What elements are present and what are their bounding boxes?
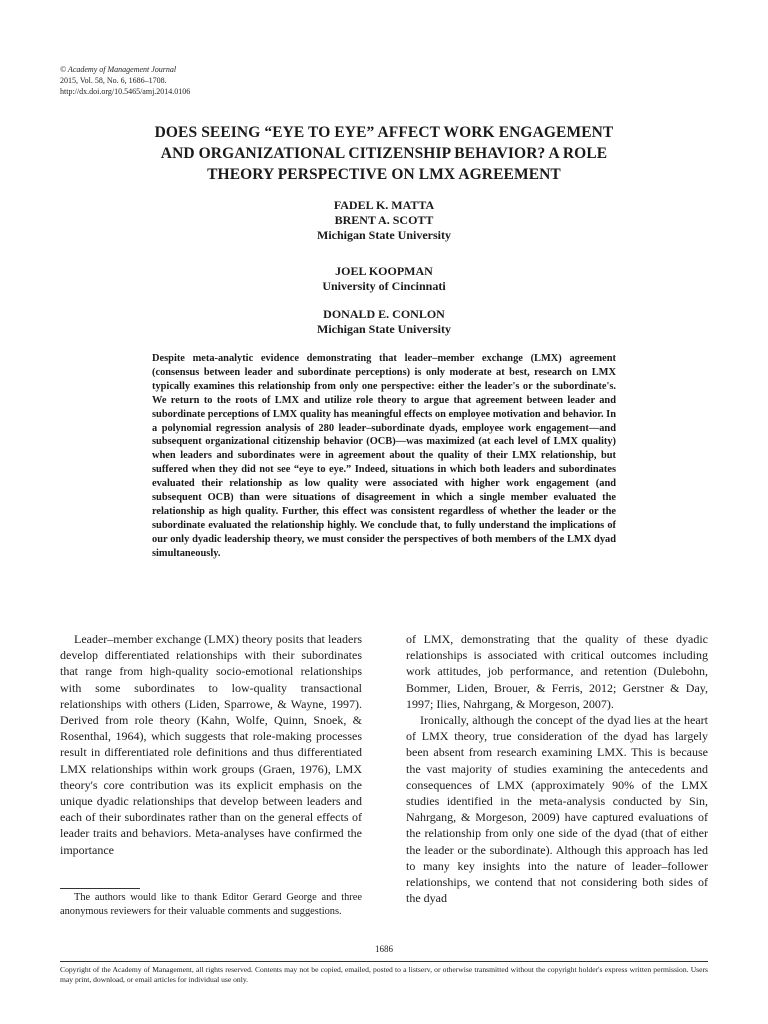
author-group-3 [184, 307, 584, 337]
author-affiliation: Michigan State University [317, 322, 451, 336]
copyright-notice: Copyright of the Academy of Management, all rights reserved. Contents may not be copied, emailed, posted to a listserv, or otherwise transmitted without the copyright holder's express written permission. Users may print, download, or email articles for individual use only. [60, 965, 708, 984]
title-line-2: AND ORGANIZATIONAL CITIZENSHIP BEHAVIOR? A ROLE [160, 145, 608, 162]
abstract: Despite meta-analytic evidence demonstrating that leader–member exchange (LMX) agreement (consensus between leader and subordinate perceptions) is only moderate at best, research on LMX typically examines this relationship from only one perspective: either the leader's or the subordinate's. We return to the roots of LMX and utilize role theory to argue that agreement between leader and subordinate perceptions of LMX quality has meaningful effects on employee motivation and behavior. In a polynomial regression analysis of 280 leader–subordinate dyads, employee work engagement—and subsequent organizational citizenship behavior (OCB)—was maximized (at each level of LMX quality) when leaders and subordinates were in agreement about the quality of their LMX relationship, but suffered when they did not see “eye to eye.” Indeed, situations in which both leaders and subordinates evaluated their relationship as low quality were associated with higher work engagement (and subsequent OCB) than were situations of disagreement in which a single member evaluated the relationship as high quality. Further, this effect was consistent regardless of whether the leader or the subordinate evaluated the relationship highly. We conclude that, to fully understand the implications of our only dyadic leadership theory, we must consider the perspectives of both members of the LMX dyad simultaneously. [152, 353, 616, 559]
author-name: DONALD E. CONLON [323, 307, 445, 321]
footnote-divider [60, 888, 140, 889]
title-line-1: DOES SEEING “EYE TO EYE” AFFECT WORK ENGAGEMENT [154, 124, 614, 141]
article-title [60, 122, 708, 185]
author-group-1 [184, 198, 584, 243]
author-name: FADEL K. MATTA [333, 198, 435, 212]
body-paragraph: of LMX, demonstrating that the quality of these dyadic relationships is associated with critical outcomes including work attitudes, job performance, and retention (Dulebohn, Bommer, Liden, Brouer, & Ferris, 2012; Gerstner & Day, 1997; Ilies, Nahrgang, & Morgeson, 2007). [406, 632, 708, 711]
author-name: JOEL KOOPMAN [335, 264, 433, 278]
body-column-left [60, 631, 362, 858]
body-column-right [406, 631, 708, 906]
author-name: BRENT A. SCOTT [334, 213, 434, 227]
volume-info: 2015, Vol. 58, No. 6, 1686–1708. [60, 76, 167, 85]
footer-divider [60, 961, 708, 962]
page-number: 1686 [375, 944, 393, 954]
author-group-2 [184, 264, 584, 294]
body-paragraph: Leader–member exchange (LMX) theory posits that leaders develop differentiated relationships with their subordinates that range from high-quality socio-emotional relationships with some subordinates to low-quality transactional relationships with others (Liden, Sparrowe, & Wayne, 1997). Derived from role theory (Kahn, Wolfe, Quinn, Snoek, & Rosenthal, 1964), which suggests that role-making processes result in differentiated role definitions and thus differentiated LMX relationships within work groups (Graen, 1976), LMX theory's core contribution was its explicit emphasis on the unique dyadic relationships that develop between leaders and each of their subordinates rather than on the general effects of leader traits and behaviors. Meta-analyses have confirmed the importance [60, 632, 362, 857]
journal-name: © Academy of Management Journal [60, 65, 177, 74]
author-affiliation: Michigan State University [317, 228, 451, 242]
masthead [60, 64, 190, 97]
author-affiliation: University of Cincinnati [322, 279, 446, 293]
acknowledgment-footnote: The authors would like to thank Editor Gerard George and three anonymous reviewers for their valuable comments and suggestions. [60, 892, 362, 917]
doi-link[interactable]: http://dx.doi.org/10.5465/amj.2014.0106 [60, 87, 191, 96]
title-line-3: THEORY PERSPECTIVE ON LMX AGREEMENT [207, 166, 561, 183]
body-paragraph: Ironically, although the concept of the dyad lies at the heart of LMX theory, true consideration of the dyad has largely been absent from research examining LMX. This is because the vast majority of studies examining the antecedents and consequences of LMX (approximately 90% of the LMX studies identified in the meta-analysis conducted by Sin, Nahrgang, & Morgeson, 2009) have captured evaluations of the relationship from only one side of the dyad (that of either the leader or the subordinate). Although this approach has led to many key insights into the nature of leader–follower relationships, we contend that not considering both sides of the dyad [406, 713, 708, 906]
